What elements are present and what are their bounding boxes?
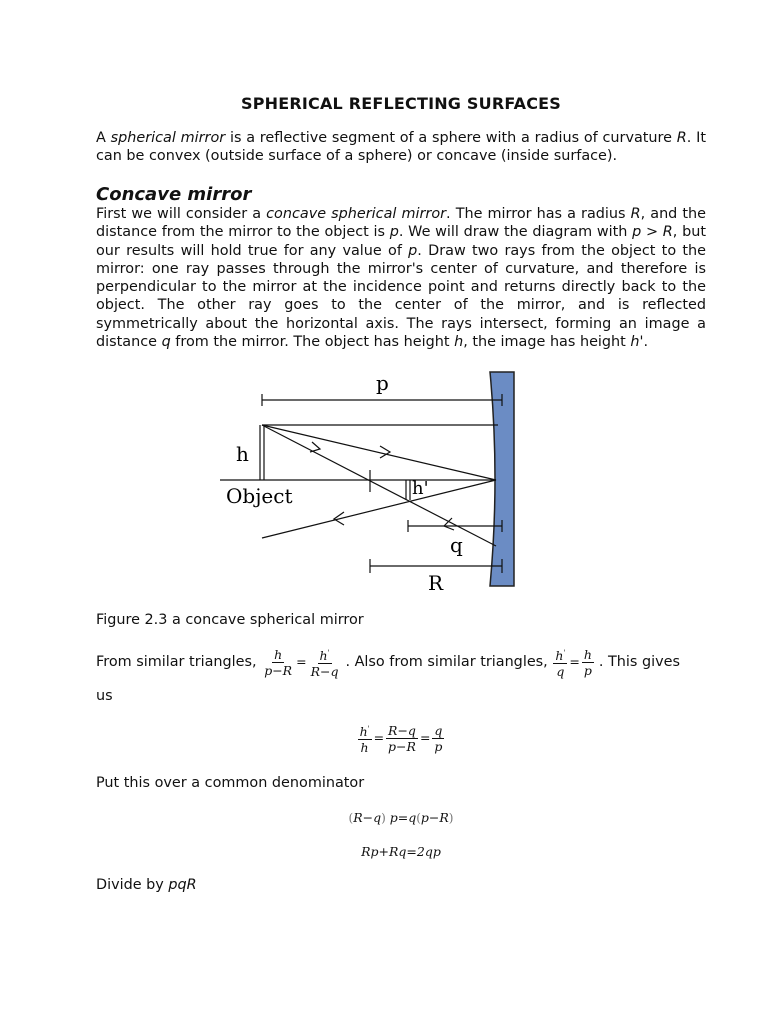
equation-combined: $\frac{h'}{h}$ = $\frac{R-q}{p-R}$ = $\frac{q}{p}$ [359,723,443,756]
emphasis: p [389,224,399,241]
text: , but our results will hold true for any value of [96,224,706,259]
label-h: h [236,442,249,466]
label-p: p [376,371,389,395]
emphasis: pqR [168,877,197,893]
intro-paragraph [96,129,706,166]
concave-mirror-diagram [220,368,520,598]
figure-caption: Figure 2.3 a concave spherical mirror [96,612,364,628]
arrow-head [380,446,390,458]
text: . It can be convex (outside surface of a sphere) or concave (inside surface). [96,130,707,165]
emphasis: q [161,334,171,351]
similar-triangles-line [96,646,706,679]
emphasis: p [632,224,642,241]
emphasis: R [630,206,641,222]
text: From similar triangles, [96,654,262,671]
emphasis: spherical mirror [110,130,226,146]
ray-to-center [262,425,496,480]
text: , and the distance from the mirror to the object is [96,206,707,241]
emphasis: R [676,130,687,146]
label-hprime: h' [412,478,429,499]
diagram-svg [220,368,520,594]
text: . We will draw the diagram with [398,224,633,241]
text: . The mirror has a radius [446,206,631,222]
text: , the image has height [463,334,631,351]
equation-ratio-2: $\frac{h'}{q}$ = $\frac{h}{p}$ [555,647,592,680]
text: > [641,224,663,241]
text: from the mirror. The object has height [170,334,455,351]
emphasis: concave spherical mirror [266,206,447,222]
text: A [96,130,111,146]
reflected-ray [262,480,496,538]
divide-text [96,877,706,893]
section-heading: Concave mirror [96,184,252,205]
label-q: q [450,533,463,557]
text: . Draw two rays from the object to the mirror: one ray passes through the mirror's center of curvature, and therefore is perpendicular to the mirror at the incidence point and returns directly back to the object. The other ray goes to the center of the mirror, and is reflected symmetrically about the horizontal axis. The rays intersect, forming an image a distance [96,242,706,351]
page-title: SPHERICAL REFLECTING SURFACES [240,94,562,113]
label-R: R [428,571,444,594]
emphasis: h [454,334,464,351]
text: . This gives [598,654,680,671]
emphasis: R [662,224,673,241]
label-object: Object [226,484,293,508]
text: First we will consider a [96,206,267,222]
common-denominator-text: Put this over a common denominator [96,775,365,791]
body-paragraph [96,205,706,351]
equation-ratio-1: $\frac{h}{p-R}$ = $\frac{h'}{R-q}$ [264,647,339,680]
equation-cross-multiply: (R−q) p=q(p−R) [348,810,454,825]
emphasis: h [630,334,640,351]
text: '. [639,334,649,351]
similar-triangles-continued: us [96,688,113,704]
equation-rearranged: Rp+Rq=2qp [361,844,441,859]
emphasis: p [408,242,418,259]
text: is a reflective segment of a sphere with a radius of curvature [225,130,677,146]
ray-through-curvature [262,425,496,546]
text: . Also from similar triangles, [345,654,553,671]
text: Divide by [96,877,169,893]
